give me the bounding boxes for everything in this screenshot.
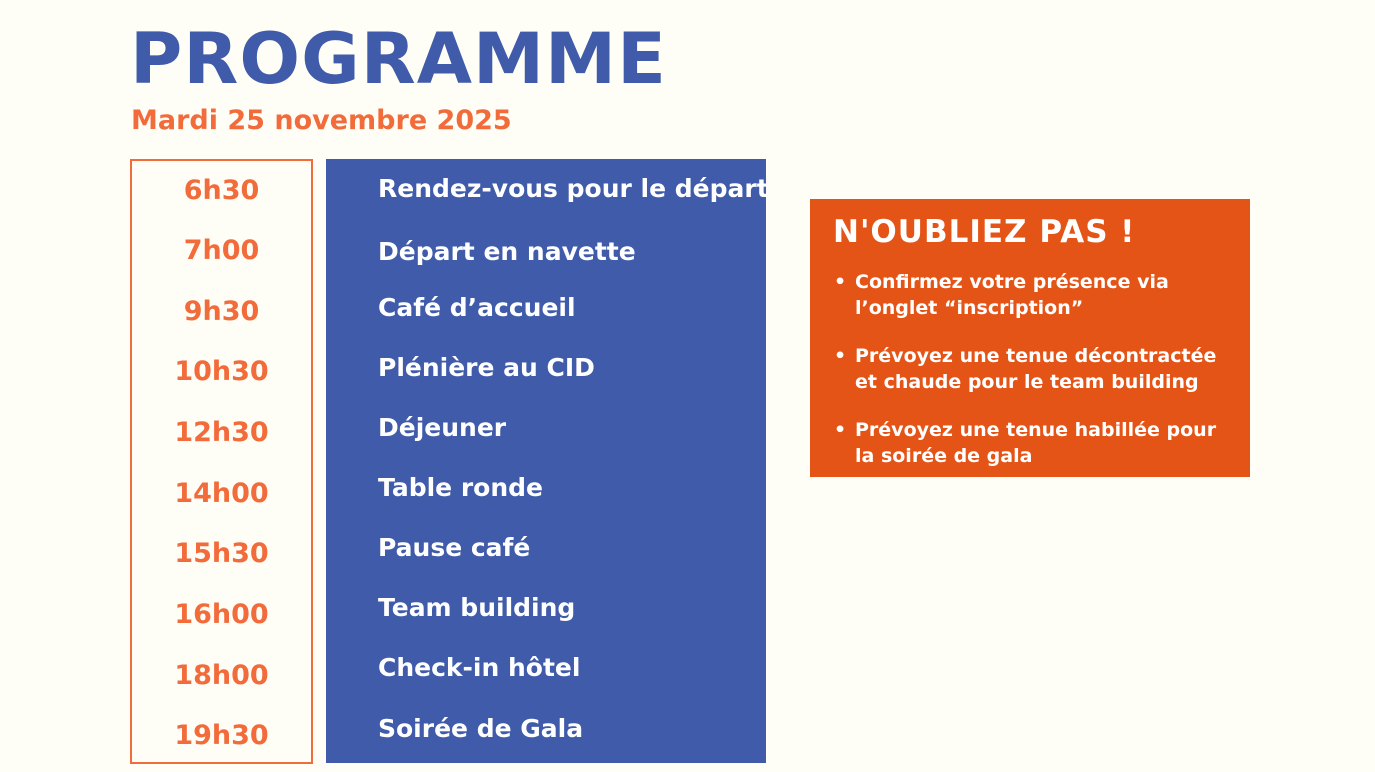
schedule-time: 14h00	[174, 478, 269, 509]
schedule-event: Café d’accueil	[378, 293, 576, 322]
schedule-event: Check-in hôtel	[378, 653, 581, 682]
schedule-time: 7h00	[183, 235, 260, 266]
event-date: Mardi 25 novembre 2025	[131, 105, 512, 136]
schedule-event: Table ronde	[378, 473, 543, 502]
schedule-event: Plénière au CID	[378, 353, 595, 382]
schedule-event: Pause café	[378, 533, 531, 562]
schedule-time: 10h30	[174, 356, 269, 387]
schedule-time: 18h00	[174, 660, 269, 691]
reminder-title: N'OUBLIEZ PAS !	[833, 214, 1136, 250]
reminder-item: • Prévoyez une tenue décontractée et chaude pour le team building	[833, 343, 1226, 395]
schedule-event: Team building	[378, 593, 576, 622]
schedule-time: 15h30	[174, 538, 269, 569]
page-title: PROGRAMME	[130, 18, 667, 100]
schedule-time: 19h30	[174, 720, 269, 751]
schedule-event: Déjeuner	[378, 413, 507, 442]
schedule-event: Rendez-vous pour le départ	[378, 174, 769, 203]
schedule-event: Départ en navette	[378, 237, 636, 266]
schedule-time: 12h30	[174, 417, 269, 448]
reminder-item: • Confirmez votre présence via l’onglet “inscription”	[833, 269, 1226, 321]
events-column	[326, 159, 769, 763]
schedule-time: 6h30	[183, 175, 260, 206]
schedule-time: 9h30	[183, 296, 260, 327]
schedule-time: 16h00	[174, 599, 269, 630]
reminder-box	[810, 199, 1250, 477]
reminder-item: • Prévoyez une tenue habillée pour la soirée de gala	[833, 417, 1226, 469]
reminder-list	[833, 269, 1226, 469]
schedule-event: Soirée de Gala	[378, 714, 584, 743]
